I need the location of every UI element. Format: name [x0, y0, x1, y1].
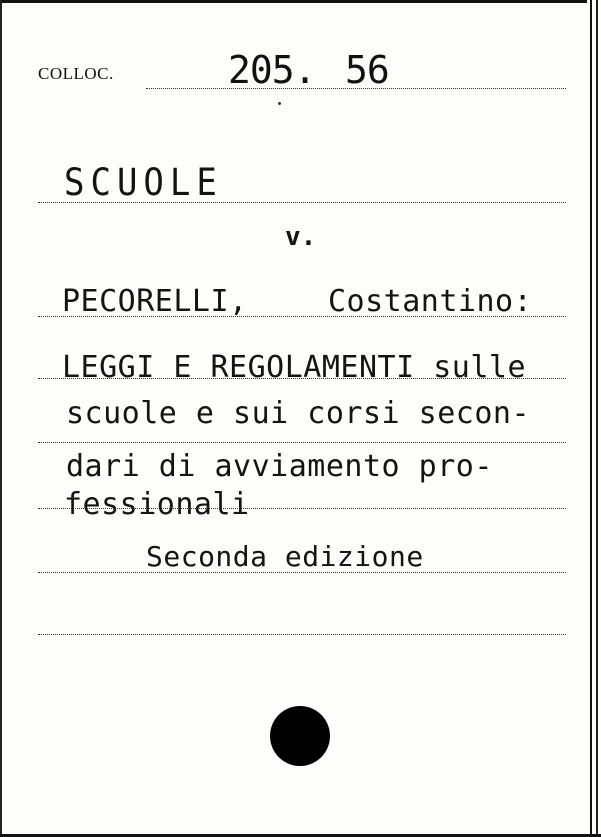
call-number-part2: 56	[345, 48, 389, 92]
card-edge-right	[587, 0, 601, 837]
ruled-line-subject	[38, 202, 566, 203]
title-line-4: fessionali	[64, 487, 250, 522]
subject-heading: SCUOLE	[64, 161, 223, 205]
ruled-line-author	[38, 316, 566, 317]
ruled-line-edition	[38, 572, 566, 573]
card-edge-top	[0, 0, 601, 3]
title-line-2: scuole e sui corsi secon-	[66, 396, 531, 431]
ink-speck	[278, 102, 281, 105]
card-edge-left	[0, 0, 2, 837]
call-number-part1: 205.	[228, 48, 316, 92]
author-forename: Costantino:	[328, 284, 533, 319]
author-surname: PECORELLI,	[62, 284, 248, 319]
versus-mark: v.	[285, 222, 317, 252]
title-line-1: LEGGI E REGOLAMENTI sulle	[62, 350, 527, 385]
ruled-line-blank	[38, 634, 566, 635]
ruled-line-title-3	[38, 508, 566, 509]
ruled-line-title-1	[38, 378, 566, 379]
ruled-line-title-2	[38, 442, 566, 443]
edition-statement: Seconda edizione	[146, 540, 424, 573]
title-line-3: dari di avviamento pro-	[66, 449, 493, 484]
punch-hole	[270, 706, 330, 766]
colloc-label: COLLOC.	[38, 64, 114, 83]
